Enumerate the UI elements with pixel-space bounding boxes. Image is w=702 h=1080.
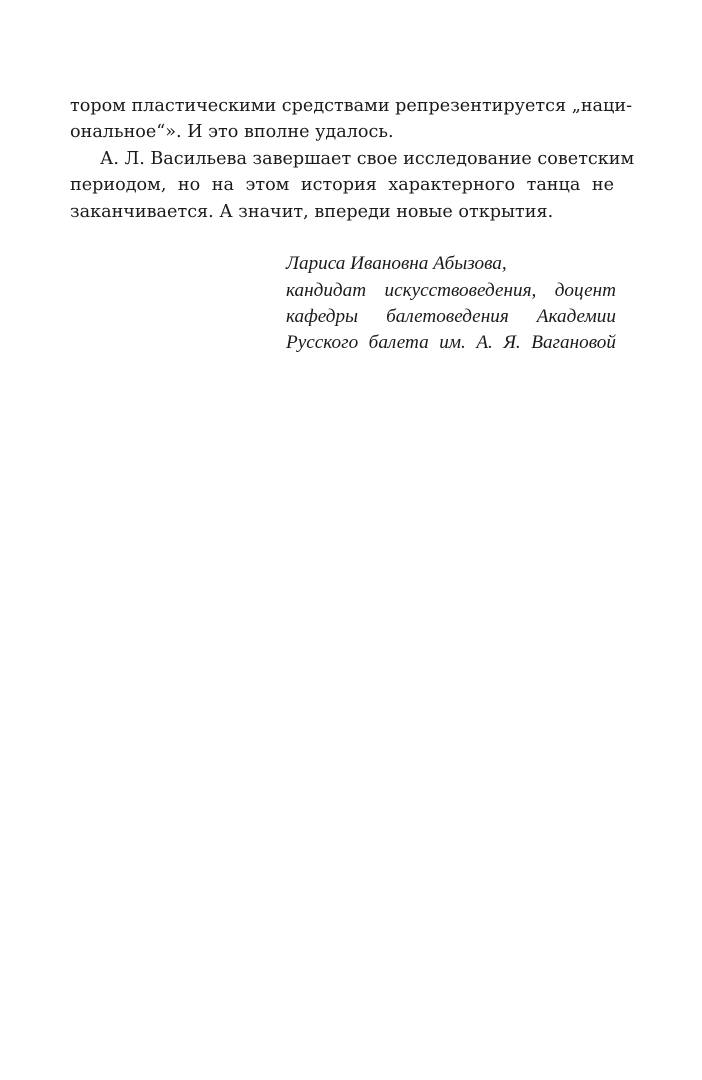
signature-title-line-2: кафедры балетоведения Академии [286,306,616,327]
paragraph-2-line-2: периодом, но на этом история характерного танца не [70,175,614,195]
paragraph-2-line-3: заканчивается. А значит, впереди новые открытия. [70,202,554,222]
paragraph-2-line-1: А. Л. Васильева завершает свое исследование советским [100,149,635,169]
paragraph-1-line-1: тором пластическими средствами репрезентируется „наци- [70,96,633,116]
paragraph-1-line-2: ональное“». И это вполне удалось. [70,122,394,142]
signature-title-line-1: кандидат искусствоведения, доцент [286,280,616,301]
signature-title-line-3: Русского балета им. А. Я. Вагановой [286,332,616,353]
signature-name: Лариса Ивановна Абызова, [286,253,507,274]
